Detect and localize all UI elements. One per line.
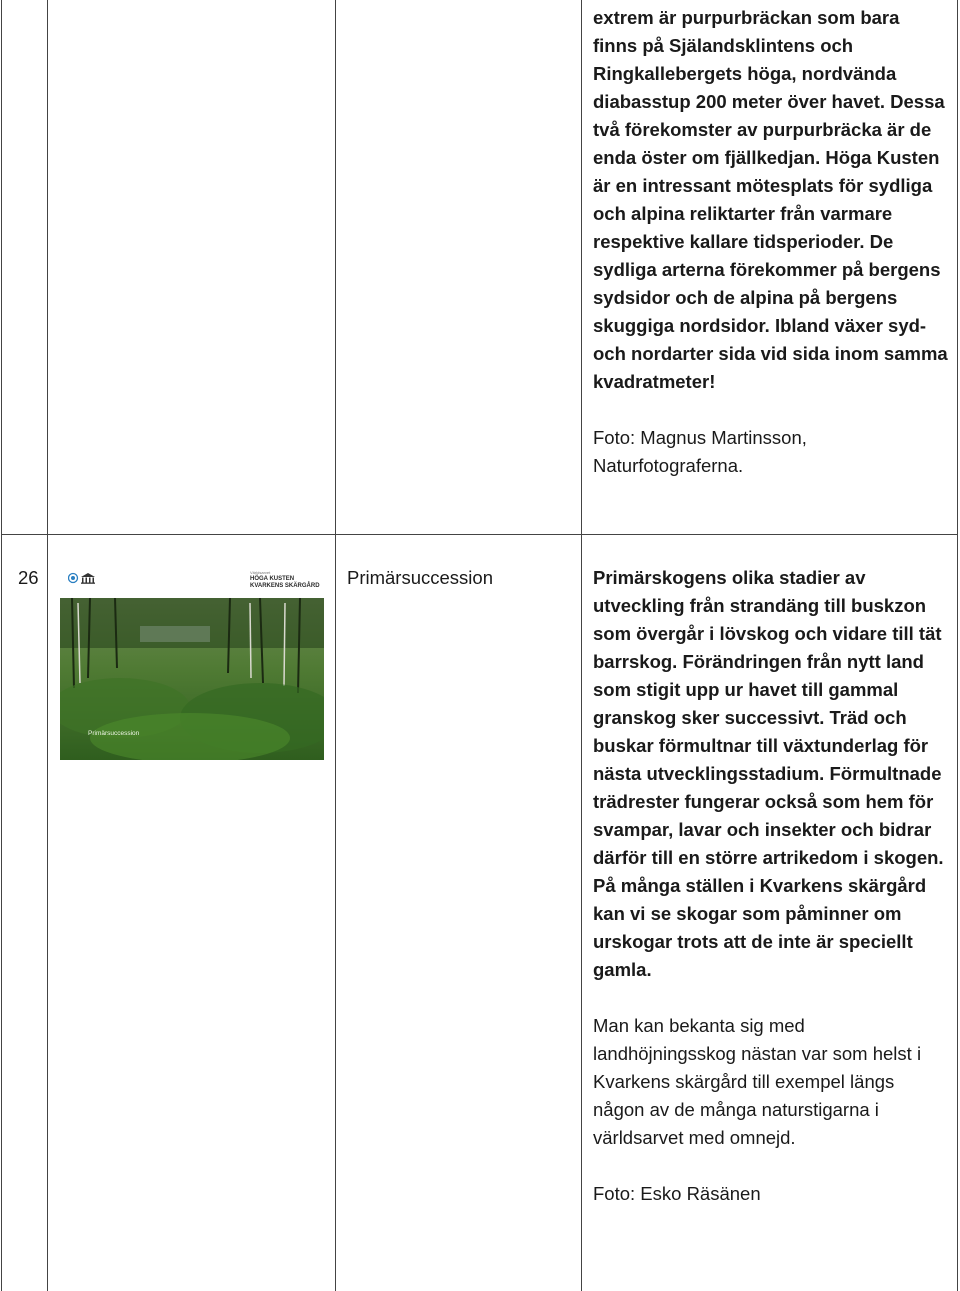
row-title: Primärsuccession	[347, 567, 493, 588]
row-divider	[1, 534, 958, 535]
row-25-photo-credit: Foto: Magnus Martinsson, Naturfotograferna.	[593, 427, 807, 476]
table-border-left	[1, 0, 2, 1291]
row-26-normal-text: Man kan bekanta sig med landhöjningsskog nästan var som helst i Kvarkens skärgård till exempel längs någon av de många naturstigarna i världsarvet med omnejd.	[593, 1015, 922, 1148]
table-divider-1	[47, 0, 48, 1291]
table-border-right	[957, 0, 958, 1291]
row-number: 26	[18, 567, 39, 588]
row-26-bold-text: Primärskogens olika stadier av utveckling från strandäng till buskzon som övergår i lövskog och vidare till tät barrskog. Förändringen från nytt land som stigit upp ur havet till gammal granskog sker successivt. Träd och buskar förmultnar till växtunderlag för nästa utvecklingsstadium. Förmultnade trädrester fungerar också som hem för svampar, lavar och insekter och bidrar därför till en större artrikedom i skogen. På många ställen i Kvarkens skärgård kan vi se skogar som påminner om urskogar trots att de inte är speciellt gamla.	[593, 567, 944, 980]
slide-thumbnail	[60, 562, 324, 760]
row-25-continued-text: extrem är purpurbräckan som bara finns på Själandsklintens och Ringkallebergets höga, nordvända diabasstup 200 meter över havet. Dessa två förekomster av purpurbräcka är de enda öster om fjällkedjan. Höga Kusten är en intressant mötesplats för sydliga och alpina reliktarter från varmare respektive kallare tidsperioder. De sydliga arterna förekommer på bergens sydsidor och de alpina på bergens skuggiga nordsidor. Ibland växer syd- och nordarter sida vid sida inom samma kvadratmeter!	[593, 7, 948, 392]
table-divider-2	[335, 0, 336, 1291]
slide-header	[60, 562, 324, 598]
row-26-photo-credit: Foto: Esko Räsänen	[593, 1183, 761, 1204]
row-26-description	[593, 564, 948, 1208]
row-25-description	[593, 4, 948, 480]
table-divider-3	[581, 0, 582, 1291]
world-heritage-icon	[68, 572, 98, 584]
slide-logo: Världsarvet HÖGA KUSTEN KVARKENS SKÄRGÅRD	[250, 570, 320, 589]
slide-caption: Primärsuccession	[88, 730, 140, 737]
